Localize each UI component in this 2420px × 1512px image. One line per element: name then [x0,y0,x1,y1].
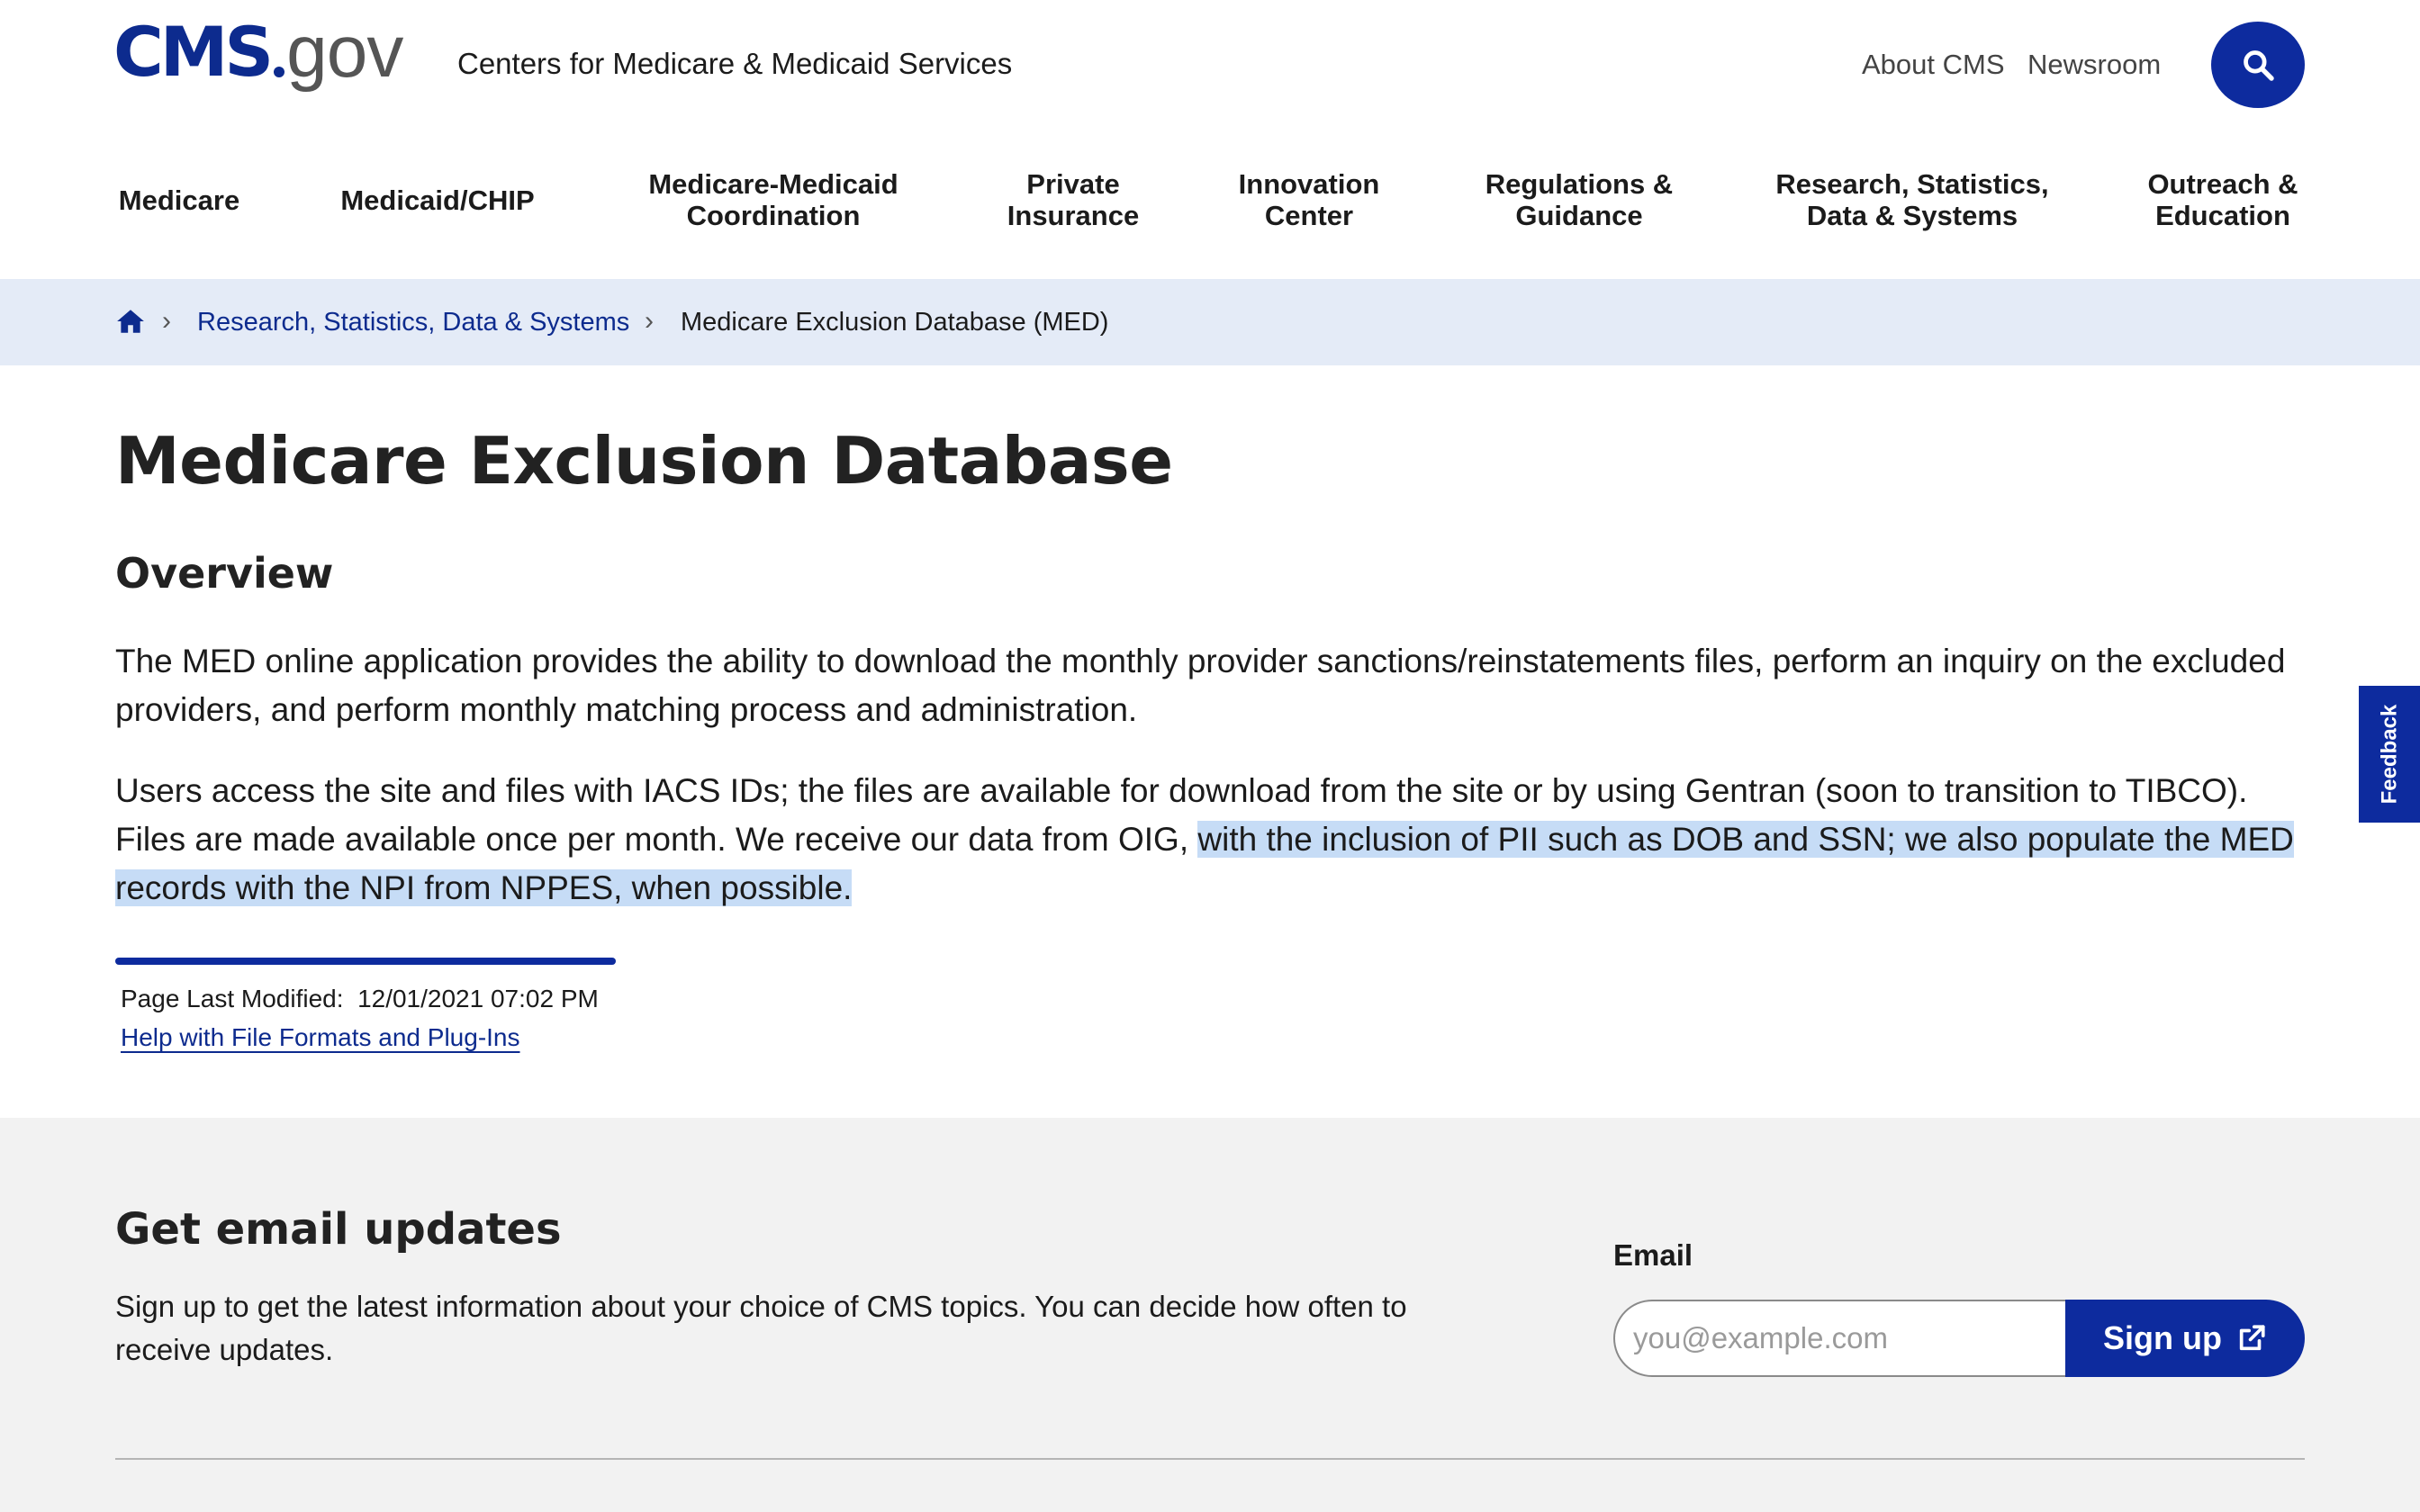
nav-outreach-education[interactable] [2139,164,2307,236]
footer-divider [115,1458,2305,1460]
feedback-tab[interactable] [2359,686,2420,823]
file-formats-help-link[interactable]: Help with File Formats and Plug-Ins [121,1023,520,1051]
breadcrumb [0,279,2420,365]
home-icon[interactable] [115,306,146,337]
logo-gov-text: gov [286,11,403,93]
nav-label: Outreach & Education [2147,168,2298,231]
breadcrumb-current: Medicare Exclusion Database (MED) [681,308,1109,337]
site-tagline: Centers for Medicare & Medicaid Services [457,47,1013,80]
sign-up-label: Sign up [2103,1319,2222,1356]
breadcrumb-research-link[interactable]: Research, Statistics, Data & Systems [197,308,630,337]
paragraph-text: Users access the site and files with IACS IDs; the files are available for download from the site or by using Gentran (soon to transition to TIBCO). Files are made available once per month. We receive our data from OIG, [115,772,2248,858]
modified-value: 12/01/2021 07:02 PM [357,985,599,1012]
nav-label: Innovation Center [1238,168,1380,231]
nav-label: Medicare-Medicaid Coordination [648,168,898,231]
nav-medicare-medicaid-coordination[interactable] [636,164,911,236]
logo-cms-text: CMS [113,12,271,92]
chevron-right-icon: › [162,306,171,336]
nav-innovation-center[interactable] [1228,164,1390,236]
page-title: Medicare Exclusion Database [115,423,1173,499]
nav-regulations-guidance[interactable] [1473,164,1685,236]
nav-research-statistics[interactable] [1768,164,2056,236]
logo-dot [274,67,284,77]
search-button[interactable] [2211,22,2305,108]
nav-label: Private Insurance [1007,168,1140,231]
nav-private-insurance[interactable] [992,164,1154,236]
section-heading-overview: Overview [115,549,334,598]
nav-label: Medicaid/CHIP [340,184,535,216]
nav-label: Regulations & Guidance [1485,168,1674,231]
sign-up-button[interactable] [2065,1300,2305,1377]
content-divider [115,958,616,965]
email-field[interactable] [1613,1300,2065,1377]
newsroom-link[interactable]: Newsroom [2027,49,2162,80]
selected-text: with the inclusion of PII such as DOB and SSN; we also populate the MED records with the NPI from NPPES, when possible. [115,821,2294,906]
search-icon [2241,48,2275,82]
page-last-modified [121,985,599,1013]
modified-label: Page Last Modified: [121,985,344,1012]
nav-label: Medicare [118,184,240,216]
external-link-icon [2236,1323,2267,1354]
overview-paragraph-1: The MED online application provides the ability to download the monthly provider sanctions/reinstatements files, perform an inquiry on the excluded providers, and perform monthly matching process and administration. [115,643,2286,728]
chevron-right-icon: › [645,306,654,336]
nav-label: Research, Statistics, Data & Systems [1775,168,2049,231]
cms-logo[interactable] [113,11,403,93]
main-nav [0,164,2420,236]
overview-paragraph-2 [115,767,2312,913]
nav-medicare[interactable] [115,164,243,236]
email-updates-title: Get email updates [115,1204,562,1255]
email-updates-section [0,1118,2420,1512]
email-updates-description: Sign up to get the latest information about your choice of CMS topics. You can decide how often to receive updates. [115,1290,1407,1366]
email-label: Email [1613,1238,1693,1272]
nav-medicaid-chip[interactable] [330,164,546,236]
feedback-label: Feedback [2377,704,2401,805]
about-cms-link[interactable]: About CMS [1862,49,2005,80]
